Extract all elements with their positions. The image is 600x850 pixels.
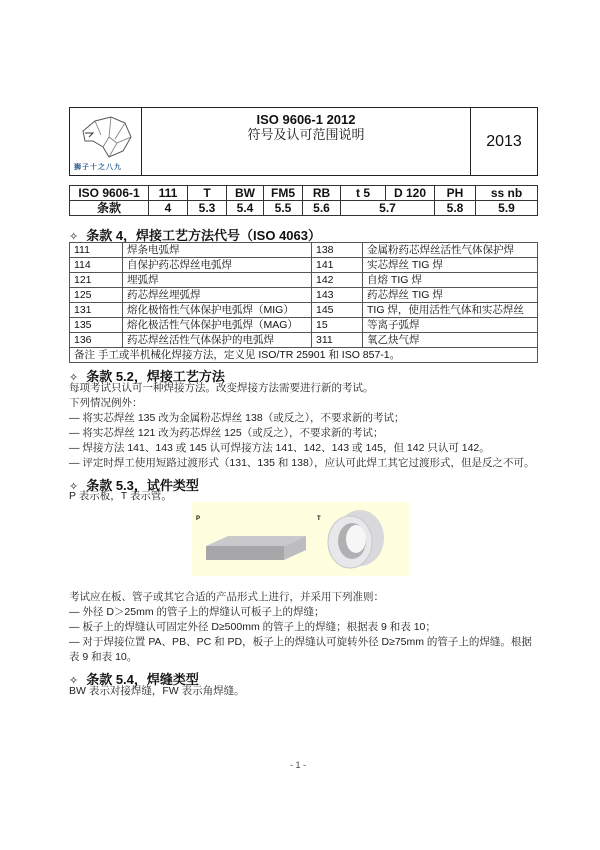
desc-cell: 药芯焊丝埋弧焊 (123, 288, 312, 303)
list-item: — 板子上的焊缝认可固定外径 D≥500mm 的管子上的焊缝；根据表 9 和表 10； (69, 621, 436, 633)
list-item: — 外径 D＞25mm 的管子上的焊缝认可板子上的焊缝； (69, 606, 325, 618)
table-row (70, 273, 538, 288)
cell: FM5 (264, 186, 303, 201)
process-table (69, 242, 538, 363)
cell: ss nb (476, 186, 538, 201)
code-cell: 121 (70, 273, 123, 288)
lion-logo-icon (73, 111, 139, 161)
code-cell: 143 (312, 288, 363, 303)
table-note: 备注 手工或半机械化焊接方法，定义见 ISO/TR 25901 和 ISO 857-1。 (70, 348, 538, 363)
code-cell: 136 (70, 333, 123, 348)
table-row (70, 333, 538, 348)
cell: D 120 (386, 186, 435, 201)
table-row (70, 258, 538, 273)
desc-cell: 药芯焊丝活性气体保护的电弧焊 (123, 333, 312, 348)
document-subtitle: 符号及认可范围说明 (247, 127, 365, 142)
desc-cell: 等离子弧焊 (363, 318, 538, 333)
list-item: — 对于焊接位置 PA、PB、PC 和 PD，板子上的焊缝认可旋转外径 D≥75mm 的管子上的焊缝。根据 (69, 636, 532, 648)
cell: 5.8 (435, 201, 476, 216)
plate-illustration-icon (198, 534, 308, 574)
cell: T (188, 186, 227, 201)
section-5-2-body (69, 381, 539, 471)
table-row (70, 318, 538, 333)
cell: 5.9 (476, 201, 538, 216)
cell: 111 (149, 186, 188, 201)
diamond-bullet-icon: ✧ (69, 231, 79, 243)
code-cell: 111 (70, 243, 123, 258)
list-item: — 焊接方法 141、143 或 145 认可焊接方法 141、142、143 或 145，但 142 只认可 142。 (69, 442, 490, 454)
title-block (142, 108, 471, 175)
cell: PH (435, 186, 476, 201)
heading-text: 条款 5.3，试件类型 (86, 478, 199, 493)
desc-cell: 自熔 TIG 焊 (363, 273, 538, 288)
table-row (70, 288, 538, 303)
cell: ISO 9606-1 (70, 186, 149, 201)
tube-illustration-icon (320, 506, 390, 576)
note-row (70, 348, 538, 363)
cell: 5.5 (264, 201, 303, 216)
heading-text: 条款 5.4，焊缝类型 (86, 672, 199, 687)
tube-label: T (317, 516, 321, 522)
cell: 5.7 (341, 201, 435, 216)
table-row (70, 243, 538, 258)
code-cell: 142 (312, 273, 363, 288)
designation-row (70, 186, 538, 201)
cell: t 5 (341, 186, 386, 201)
code-cell: 138 (312, 243, 363, 258)
code-cell: 141 (312, 258, 363, 273)
cell: 条款 (70, 201, 149, 216)
code-cell: 311 (312, 333, 363, 348)
paragraph-line: 考试应在板、管子或其它合适的产品形式上进行，并采用下列准则： (69, 591, 384, 603)
document-title: ISO 9606-1 2012 (256, 112, 356, 127)
code-cell: 15 (312, 318, 363, 333)
logo (70, 108, 142, 175)
diamond-bullet-icon: ✧ (69, 372, 79, 384)
heading-text: 条款 5.2，焊接工艺方法 (86, 369, 225, 384)
cell: 5.3 (188, 201, 227, 216)
clause-row (70, 201, 538, 216)
cell: 4 (149, 201, 188, 216)
code-cell: 125 (70, 288, 123, 303)
page-number: - 1 - (290, 760, 307, 770)
heading-text: 条款 4，焊接工艺方法代号（ISO 4063） (86, 228, 321, 243)
cell: 5.6 (303, 201, 341, 216)
cell: RB (303, 186, 341, 201)
paragraph-line: 每项考试只认可一种焊接方法。改变焊接方法需要进行新的考试。 (69, 382, 374, 394)
logo-text: 狮子十之八九 (74, 164, 122, 171)
list-item: — 将实芯焊丝 121 改为药芯焊丝 125（或反之），不要求新的考试； (69, 427, 384, 439)
desc-cell: 焊条电弧焊 (123, 243, 312, 258)
list-item: — 评定时焊工使用短路过渡形式（131、135 和 138），应认可此焊工其它过渡形式，但是反之不可。 (69, 457, 535, 469)
table-row (70, 303, 538, 318)
section-5-3-body (69, 590, 539, 665)
desc-cell: 氧乙炔气焊 (363, 333, 538, 348)
desc-cell: 金属粉药芯焊丝活性气体保护焊 (363, 243, 538, 258)
desc-cell: 埋弧焊 (123, 273, 312, 288)
code-cell: 114 (70, 258, 123, 273)
list-item: — 将实芯焊丝 135 改为金属粉芯焊丝 138（或反之），不要求新的考试； (69, 412, 405, 424)
desc-cell: TIG 焊，使用活性气体和实芯焊丝 (363, 303, 538, 318)
code-cell: 135 (70, 318, 123, 333)
section-5-4-body: BW 表示对接焊缝，FW 表示角焊缝。 (69, 685, 245, 697)
desc-cell: 实芯焊丝 TIG 焊 (363, 258, 538, 273)
code-cell: 145 (312, 303, 363, 318)
document-header (69, 107, 538, 176)
desc-cell: 熔化极活性气体保护电弧焊（MAG） (123, 318, 312, 333)
diamond-bullet-icon: ✧ (69, 481, 79, 493)
plate-label: P (196, 516, 201, 522)
specimen-figure (192, 502, 410, 576)
designation-table (69, 185, 538, 216)
paragraph-line: 表 9 和表 10。 (69, 651, 138, 663)
cell: 5.4 (227, 201, 264, 216)
code-cell: 131 (70, 303, 123, 318)
desc-cell: 药芯焊丝 TIG 焊 (363, 288, 538, 303)
document-year: 2013 (486, 132, 522, 150)
desc-cell: 自保护药芯焊丝电弧焊 (123, 258, 312, 273)
paragraph-line: 下列情况例外： (69, 397, 143, 409)
diamond-bullet-icon: ✧ (69, 675, 79, 687)
cell: BW (227, 186, 264, 201)
section-5-3-intro: P 表示板，T 表示管。 (69, 490, 172, 502)
desc-cell: 熔化极惰性气体保护电弧焊（MIG） (123, 303, 312, 318)
